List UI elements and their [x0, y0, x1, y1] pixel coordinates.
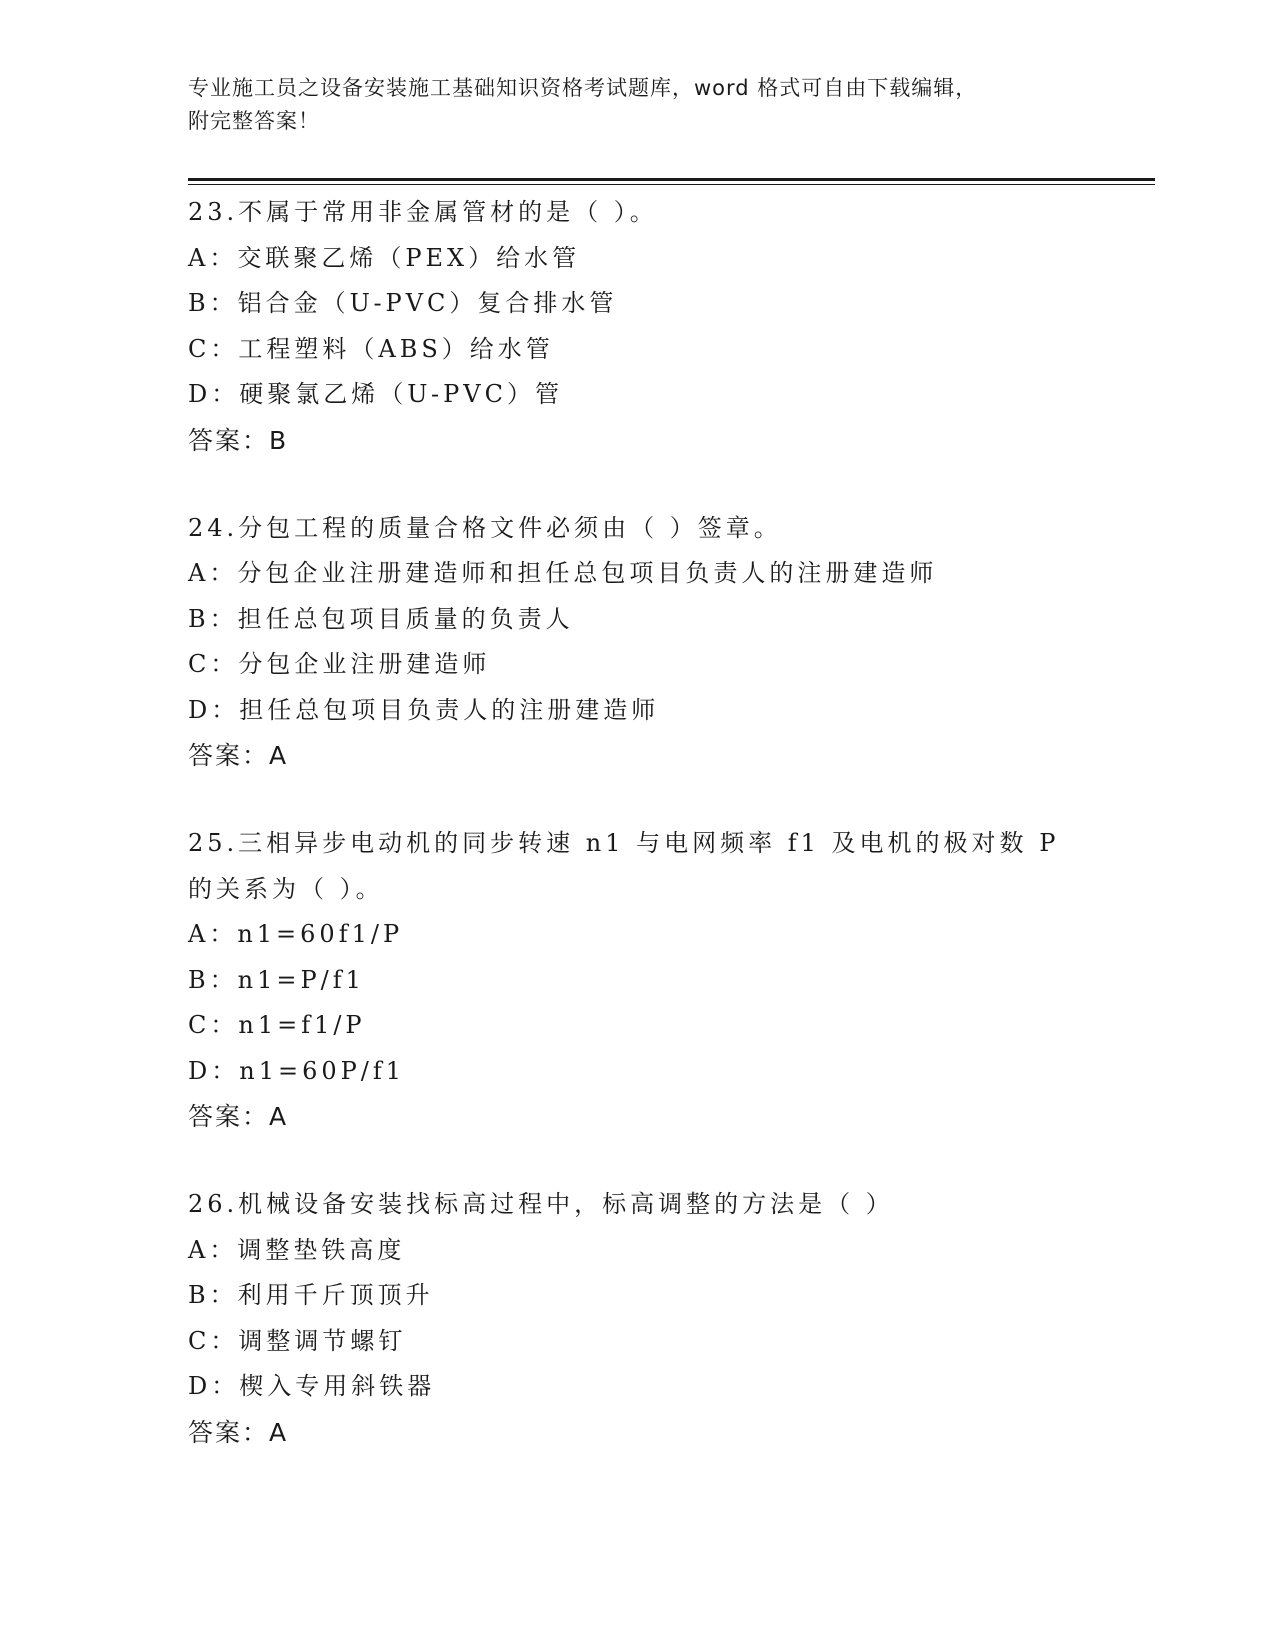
option-d: D：n1=60P/f1	[188, 1056, 406, 1085]
option-d: D：楔入专用斜铁器	[188, 1372, 436, 1400]
question-25	[188, 821, 1088, 1140]
option-c: C：n1=f1/P	[188, 1011, 366, 1039]
answer-line: 答案：A	[188, 741, 289, 770]
question-stem: 25.三相异步电动机的同步转速 n1 与电网频率 f1 及电机的极对数 P 的关系为（ ）。	[188, 829, 1060, 903]
option-b: B：铝合金（U-PVC）复合排水管	[188, 289, 618, 317]
header-line-2: 附完整答案！	[188, 109, 320, 133]
question-stem: 24.分包工程的质量合格文件必须由（ ）签章。	[188, 513, 782, 542]
option-b: B：利用千斤顶顶升	[188, 1281, 434, 1309]
option-c: C：分包企业注册建造师	[188, 650, 491, 678]
option-c: C：调整调节螺钉	[188, 1326, 407, 1355]
header-line-1: 专业施工员之设备安装施工基础知识资格考试题库，word 格式可自由下载编辑，	[188, 76, 978, 100]
document-header	[188, 72, 1088, 138]
option-b: B：n1=P/f1	[188, 965, 365, 994]
option-d: D：硬聚氯乙烯（U-PVC）管	[188, 380, 563, 408]
question-23	[188, 190, 1088, 464]
option-d: D：担任总包项目负责人的注册建造师	[188, 695, 660, 724]
answer-line: 答案：A	[188, 1417, 289, 1447]
option-b: B：担任总包项目质量的负责人	[188, 604, 574, 633]
header-divider-thick	[188, 178, 1155, 181]
option-a: A：调整垫铁高度	[188, 1235, 406, 1264]
answer-line: 答案：B	[188, 425, 289, 455]
question-list	[188, 190, 1088, 1498]
option-a: A：分包企业注册建造师和担任总包项目负责人的注册建造师	[188, 559, 938, 587]
question-24	[188, 506, 1088, 780]
question-stem: 23.不属于常用非金属管材的是（ ）。	[188, 198, 658, 226]
option-c: C：工程塑料（ABS）给水管	[188, 334, 554, 363]
header-divider-thin	[188, 184, 1155, 185]
answer-line: 答案：A	[188, 1102, 289, 1131]
question-26	[188, 1182, 1088, 1456]
option-a: A：n1=60f1/P	[188, 920, 404, 948]
option-a: A：交联聚乙烯（PEX）给水管	[188, 243, 581, 272]
question-stem: 26.机械设备安装找标高过程中，标高调整的方法是（ ）	[188, 1190, 894, 1218]
